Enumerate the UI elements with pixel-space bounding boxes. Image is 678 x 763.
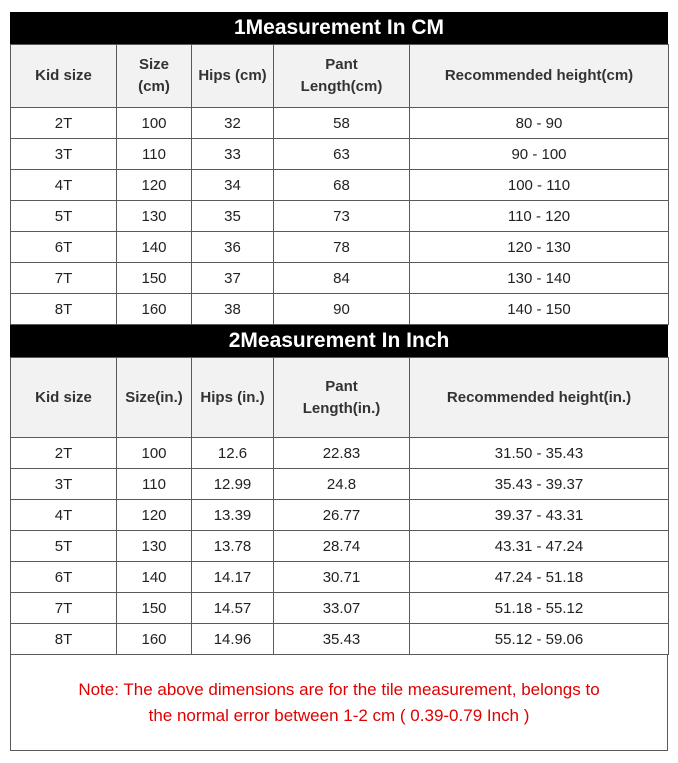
table-cell: 140: [117, 232, 192, 263]
table-cell: 38: [192, 294, 274, 325]
table-cell: 2T: [11, 108, 117, 139]
table-cell: 33: [192, 139, 274, 170]
table-cell: 3T: [11, 469, 117, 500]
col-recommended-height: Recommended height(cm): [410, 45, 669, 108]
table-row: [11, 438, 669, 469]
table-cell: 7T: [11, 263, 117, 294]
table-cell: 55.12 - 59.06: [410, 624, 669, 655]
table-row: [11, 201, 669, 232]
table-cell: 3T: [11, 139, 117, 170]
table-cell: 7T: [11, 593, 117, 624]
table-cell: 33.07: [274, 593, 410, 624]
table-cell: 73: [274, 201, 410, 232]
table-cell: 5T: [11, 531, 117, 562]
table-row: [11, 593, 669, 624]
table-row: [11, 139, 669, 170]
table-cell: 14.17: [192, 562, 274, 593]
table-cell: 100: [117, 108, 192, 139]
table-cell: 14.57: [192, 593, 274, 624]
table-row: [11, 294, 669, 325]
table-cell: 90: [274, 294, 410, 325]
col-hips: Hips (in.): [192, 358, 274, 438]
table-cell: 100: [117, 438, 192, 469]
table-cell: 31.50 - 35.43: [410, 438, 669, 469]
table-cell: 14.96: [192, 624, 274, 655]
table-cell: 140 - 150: [410, 294, 669, 325]
table-cell: 51.18 - 55.12: [410, 593, 669, 624]
table-cell: 6T: [11, 562, 117, 593]
note-box: [10, 655, 668, 751]
table-row: [11, 531, 669, 562]
table-cell: 80 - 90: [410, 108, 669, 139]
note-line-1: Note: The above dimensions are for the tile measurement, belongs to: [78, 679, 600, 699]
table-cell: 8T: [11, 294, 117, 325]
table-row: [11, 500, 669, 531]
inch-table: [10, 357, 669, 655]
table-cell: 47.24 - 51.18: [410, 562, 669, 593]
cm-table: [10, 44, 669, 325]
table-cell: 84: [274, 263, 410, 294]
col-recommended-height: Recommended height(in.): [410, 358, 669, 438]
table-cell: 110: [117, 139, 192, 170]
col-kid-size: Kid size: [11, 45, 117, 108]
cm-table-body: [11, 108, 669, 325]
table-cell: 120: [117, 500, 192, 531]
table-cell: 43.31 - 47.24: [410, 531, 669, 562]
table-cell: 160: [117, 624, 192, 655]
table-cell: 24.8: [274, 469, 410, 500]
table-cell: 110: [117, 469, 192, 500]
table-cell: 32: [192, 108, 274, 139]
table-cell: 130: [117, 201, 192, 232]
table-cell: 78: [274, 232, 410, 263]
table-cell: 63: [274, 139, 410, 170]
table-cell: 120: [117, 170, 192, 201]
section2-title: 2Measurement In Inch: [10, 325, 668, 357]
table-cell: 140: [117, 562, 192, 593]
table-cell: 39.37 - 43.31: [410, 500, 669, 531]
table-cell: 68: [274, 170, 410, 201]
table-cell: 13.39: [192, 500, 274, 531]
table-cell: 5T: [11, 201, 117, 232]
table-cell: 6T: [11, 232, 117, 263]
table-cell: 35: [192, 201, 274, 232]
table-cell: 30.71: [274, 562, 410, 593]
table-row: [11, 562, 669, 593]
table-cell: 120 - 130: [410, 232, 669, 263]
col-size: Size(in.): [117, 358, 192, 438]
table-cell: 4T: [11, 170, 117, 201]
table-row: [11, 170, 669, 201]
table-cell: 22.83: [274, 438, 410, 469]
table-cell: 12.6: [192, 438, 274, 469]
table-row: [11, 469, 669, 500]
col-pant-length: Pant Length(cm): [274, 45, 410, 108]
table-cell: 34: [192, 170, 274, 201]
table-cell: 35.43: [274, 624, 410, 655]
size-chart: [10, 12, 668, 751]
table-cell: 90 - 100: [410, 139, 669, 170]
table-header-row: [11, 45, 669, 108]
table-cell: 150: [117, 263, 192, 294]
table-cell: 58: [274, 108, 410, 139]
table-cell: 100 - 110: [410, 170, 669, 201]
table-cell: 28.74: [274, 531, 410, 562]
table-cell: 2T: [11, 438, 117, 469]
col-pant-length: Pant Length(in.): [274, 358, 410, 438]
table-row: [11, 232, 669, 263]
col-hips: Hips (cm): [192, 45, 274, 108]
table-cell: 35.43 - 39.37: [410, 469, 669, 500]
table-row: [11, 108, 669, 139]
note-line-2: the normal error between 1-2 cm ( 0.39-0.79 Inch ): [148, 705, 530, 725]
inch-table-body: [11, 438, 669, 655]
col-size: Size (cm): [117, 45, 192, 108]
section1-title: 1Measurement In CM: [10, 12, 668, 44]
table-row: [11, 263, 669, 294]
table-cell: 130: [117, 531, 192, 562]
table-cell: 8T: [11, 624, 117, 655]
table-cell: 26.77: [274, 500, 410, 531]
table-cell: 150: [117, 593, 192, 624]
table-cell: 36: [192, 232, 274, 263]
table-cell: 130 - 140: [410, 263, 669, 294]
table-cell: 160: [117, 294, 192, 325]
table-cell: 37: [192, 263, 274, 294]
table-header-row: [11, 358, 669, 438]
table-cell: 12.99: [192, 469, 274, 500]
table-cell: 4T: [11, 500, 117, 531]
table-row: [11, 624, 669, 655]
table-cell: 13.78: [192, 531, 274, 562]
table-cell: 110 - 120: [410, 201, 669, 232]
col-kid-size: Kid size: [11, 358, 117, 438]
